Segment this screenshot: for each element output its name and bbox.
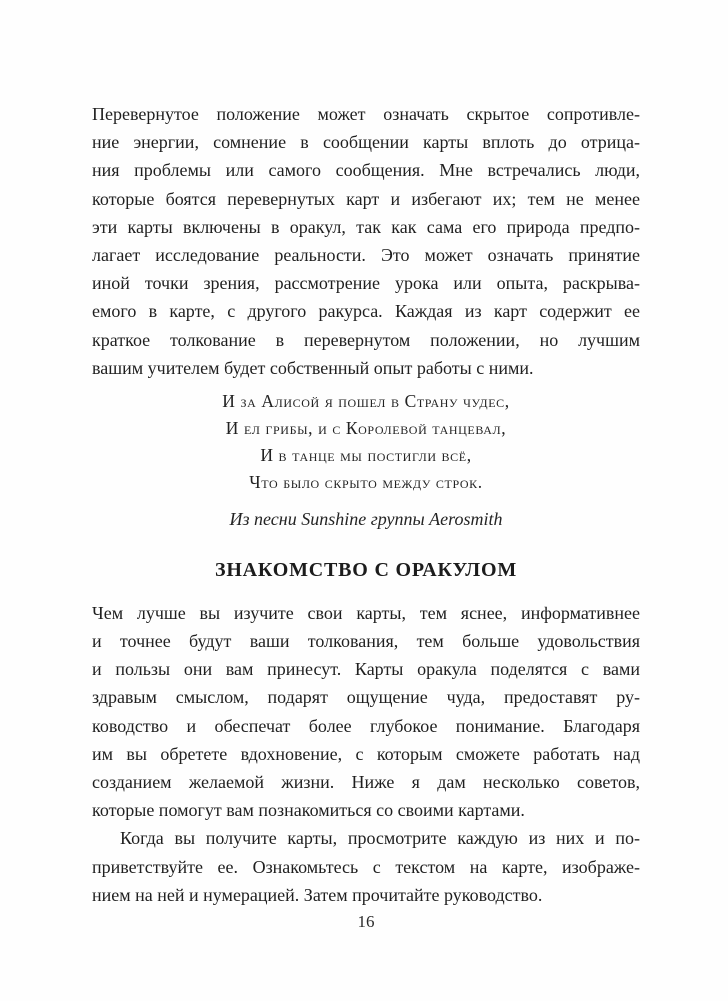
text-line: лагает исследование реальности. Это может означать принятие: [92, 244, 640, 265]
poem-line: И в танце мы постигли всё,: [260, 444, 472, 465]
text-line: Чем лучше вы изучите свои карты, тем яснее, информативнее: [92, 602, 640, 623]
poem-line: Что было скрыто между строк.: [249, 471, 483, 492]
text-line: Когда вы получите карты, просмотрите каждую из них и по-: [120, 828, 640, 849]
poem-quote: [92, 388, 640, 496]
text-line: и точнее будут ваши толкования, тем больше удовольствия: [92, 631, 640, 652]
text-line: которые помогут вам познакомиться со своими картами.: [92, 800, 525, 821]
page-number: 16: [357, 911, 375, 931]
text-line: созданием желаемой жизни. Ниже я дам несколько советов,: [92, 772, 640, 792]
text-line: и пользы они вам принесут. Карты оракула поделятся с вами: [92, 659, 640, 680]
text-line: иной точки зрения, рассмотрение урока или опыта, раскрыва-: [92, 273, 640, 294]
text-line: емого в карте, с другого ракурса. Каждая из карт содержит ее: [92, 301, 640, 322]
paragraph-greet-cards: [92, 824, 640, 909]
text-line: приветствуйте ее. Ознакомьтесь с текстом на карте, изображе-: [92, 856, 640, 877]
poem-line: И ел грибы, и с Королевой танцевал,: [225, 417, 507, 438]
text-line: краткое толкование в перевернутом положении, но лучшим: [92, 329, 640, 350]
text-line: ководство и обеспечат более глубокое понимание. Благодаря: [92, 715, 640, 736]
text-line: вашим учителем будет собственный опыт работы с ними.: [92, 357, 534, 378]
paragraph-know-your-oracle: [92, 599, 640, 825]
text-line: Перевернутое положение может означать скрытое сопротивле-: [92, 104, 640, 124]
text-line: ния проблемы или самого сообщения. Мне встречались люди,: [92, 160, 640, 181]
text-line: эти карты включены в оракул, так как сама его природа предпо-: [92, 216, 640, 237]
text-line: им вы обретете вдохновение, с которым сможете работать над: [92, 743, 640, 764]
poem-attribution: Из песни Sunshine группы Aerosmith: [229, 508, 503, 529]
text-line: здравым смыслом, подарят ощущение чуда, предоставят ру-: [92, 687, 640, 708]
paragraph-reversed-position: [92, 100, 640, 382]
text-line: нием на ней и нумерацией. Затем прочитайте руководство.: [92, 884, 543, 905]
section-heading: ЗНАКОМСТВО С ОРАКУЛОМ: [214, 558, 518, 581]
poem-line: И за Алисой я пошел в Страну чудес,: [222, 390, 510, 411]
text-line: ние энергии, сомнение в сообщении карты вплоть до отрица-: [92, 132, 640, 153]
text-line: которые боятся перевернутых карт и избегают их; тем не менее: [92, 188, 640, 209]
